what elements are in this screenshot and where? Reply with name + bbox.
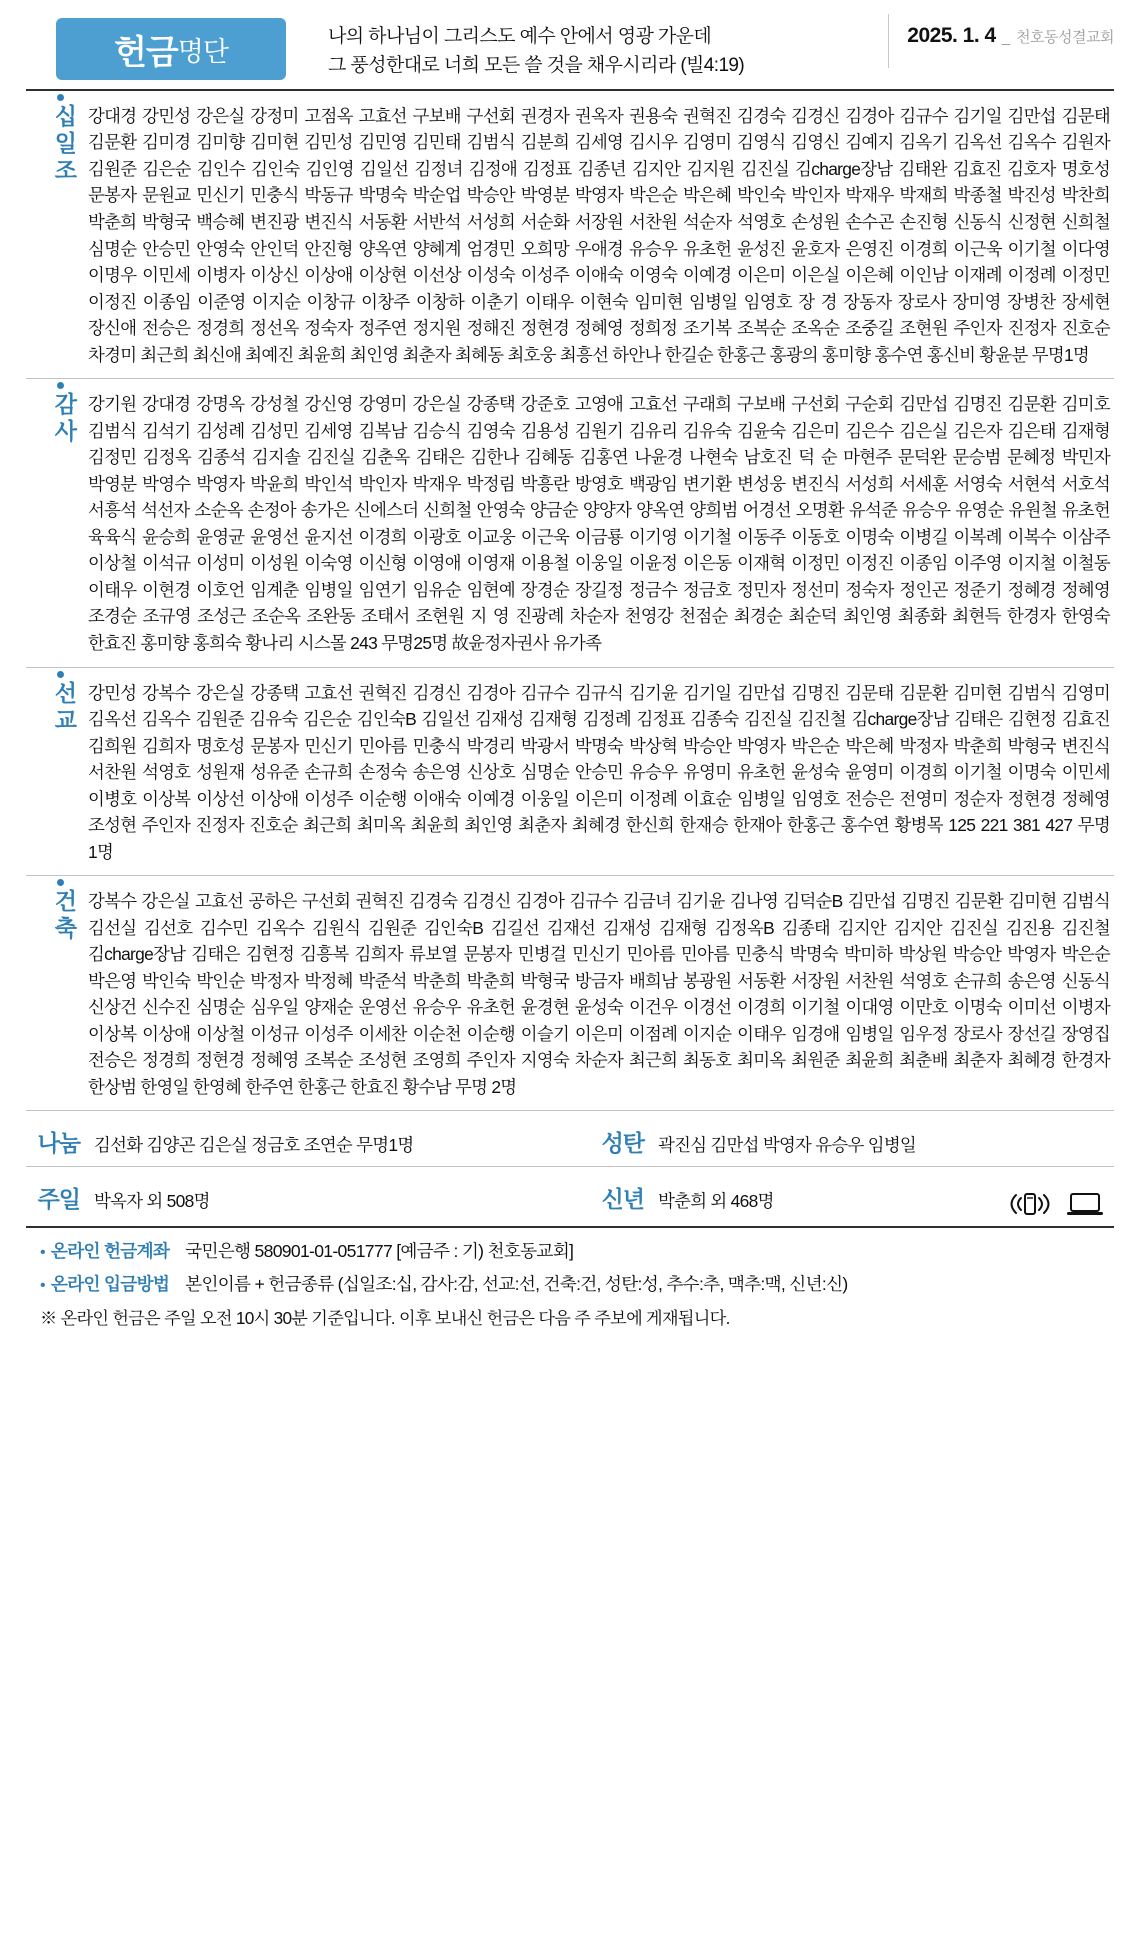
laptop-icon xyxy=(1066,1190,1104,1223)
section-divider xyxy=(26,1110,1114,1111)
section-label-mission xyxy=(26,680,88,734)
bullet-dot-icon xyxy=(57,382,64,389)
section-label-tithe xyxy=(26,103,88,184)
name-list-thanksgiving: 강기원 강대경 강명옥 강성철 강신영 강영미 강은실 강종택 강준호 고영애 고효선 구래희 구보배 구선회 구순회 김만섭 김명진 김문환 김미호 김범식 김석기 김성례 김성민 김세영 김복남 김승식 김영숙 김용성 김원기 김유리 김유숙 김윤숙 김은미 김은수 김은실 김은자 김은태 김재형 김정민 김정옥 김종석 김지솔 김진실 김춘옥 김태은 김한나 김혜동 김홍연 나윤경 나현숙 남호진 덕 순 마현주 문덕완 문승범 문혜정 박민자 박영분 박영수 박영자 박윤희 박인석 박인자 박재우 박정림 박흥란 방영호 백광임 변기환 변성웅 변진식 서성희 서세훈 서영숙 서현석 서호석 서흥석 석선자 소순옥 손정아 송가은 신에스더 신희철 안영숙 양금순 양양자 양옥연 양희범 어경선 오명환 유석준 유승우 유영순 유원철 유초헌 육육식 윤승희 윤영균 윤영선 윤지선 이경희 이광호 이교웅 이근욱 이금룡 이기영 이기철 이동주 이동호 이명숙 이병길 이복례 이복수 이삼주 이상철 이석규 이성미 이성원 이숙영 이신형 이영애 이영재 이용철 이웅일 이윤정 이은동 이재혁 이정민 이정진 이종임 이주영 이지철 이철동 이태우 이현경 이호언 임계춘 임병일 임연기 임유순 임현예 장경순 장길정 정금수 정금호 정민자 정선미 정숙자 정인곤 정준기 정혜경 정혜영 조경순 조규영 조성근 조순옥 조완동 조태서 조현원 지 영 진광례 차순자 천영강 천점순 최경순 최순덕 최인영 최종화 최현득 한경자 한영숙 한효진 홍미향 홍희숙 황나리 시스몰 243 무명25명 故윤정자권사 유가족 xyxy=(88,394,1110,653)
name-list-building: 강복수 강은실 고효선 공하은 구선회 권혁진 김경숙 김경신 김경아 김규수 김금녀 김기윤 김나영 김덕순B 김만섭 김명진 김문환 김미현 김범식 김선실 김선호 김수민 김옥수 김원식 김원준 김인숙B 김길선 김재선 김재성 김재형 김정옥B 김종태 김지안 김지안 김진실 김진용 김진철 김charge장남 김태은 김현정 김흥복 김희자 류보열 문봉자 민병걸 민신기 민아름 민아름 민충식 박명숙 박미하 박상원 박승안 박영자 박은순 박은영 박인숙 박인순 박정자 박정혜 박준석 박춘희 박춘희 박형국 방금자 배희남 봉광원 서동환 서장원 서찬원 석영호 손규희 송은영 신동식 신상건 신수진 심명순 심우일 양재순 운영선 유승우 유초헌 윤경현 윤성숙 이건우 이경선 이경희 이기철 이대영 이만호 이명숙 이미선 이병자 이상복 이상애 이상철 이성규 이성주 이세찬 이순천 이순행 이슬기 이은미 이점례 이지순 이태우 임경애 임병일 임우정 장로사 장선길 장영집 전승은 정경희 정현경 정혜영 조복순 조성현 조영희 주인자 지영숙 차순자 최근희 최동호 최미옥 최원준 최윤희 최춘배 최춘자 최혜경 한경자 한상범 한영일 한영혜 한주연 한홍근 한효진 황수남 무명 2명 xyxy=(88,891,1110,1097)
section-label-line: 십 xyxy=(54,102,76,129)
bullet-icon: • xyxy=(40,1277,45,1295)
section-thanksgiving xyxy=(26,389,1114,664)
section-mission xyxy=(26,678,1114,874)
row-christmas xyxy=(550,1125,1114,1158)
footer-account-line xyxy=(26,1238,1114,1263)
header-meta xyxy=(888,14,1114,68)
label-sharing: 나눔 xyxy=(37,1130,80,1157)
header-divider xyxy=(26,89,1114,91)
verse-line-2: 그 풍성한대로 너희 모든 쓸 것을 채우시리라 (빌4:19) xyxy=(328,55,745,77)
bullet-dot-icon xyxy=(57,879,64,886)
name-list-tithe: 강대경 강민성 강은실 강정미 고점옥 고효선 구보배 구선회 권경자 권옥자 권용숙 권혁진 김경숙 김경신 김경아 김규수 김기일 김만섭 김문태 김문환 김미경 김미향 김미현 김민성 김민영 김민태 김범식 김분희 김세영 김시우 김영미 김영식 김영신 김예지 김옥기 김옥선 김옥수 김원자 김원준 김은순 김인수 김인숙 김인영 김일선 김정녀 김정애 김정표 김종년 김지안 김지원 김진실 김charge장남 김태완 김효진 김호자 명호성 문봉자 문원교 민신기 민충식 박동규 박명숙 박순업 박승안 박영분 박영자 박은순 박은혜 박인숙 박인자 박재우 박재희 박종철 박진성 박찬희 박춘희 박형국 백승혜 변진광 변진식 서동환 서반석 서성희 서순화 서장원 서찬원 석순자 석영호 손성원 손수곤 손진형 신동식 신정현 신희철 심명순 안승민 안영숙 안인덕 안진형 양옥연 양혜계 엄경민 오희망 우애경 유승우 유초헌 윤성진 윤호자 은영진 이경희 이근욱 이기철 이다영 이명우 이민세 이병자 이상신 이상애 이상현 이선상 이성숙 이성주 이애숙 이영숙 이예경 이은미 이은실 이은혜 이인남 이재례 이정례 이정민 이정진 이종임 이준영 이지순 이창규 이창주 이창하 이춘기 이태우 이현숙 임미현 임병일 임영호 장 경 장동자 장로사 장미영 장병찬 장세현 장신애 전승은 정경희 정선옥 정숙자 정주연 정지원 정해진 정현경 정혜영 정희정 조기복 조복순 조옥순 조중길 조현원 주인자 진정자 진호순 차경미 최근희 최신애 최예진 최윤희 최인영 최춘자 최혜동 최호웅 최흥선 하안나 한길순 한홍근 홍광의 홍미향 홍수연 홍신비 황윤분 무명1명 xyxy=(88,105,1110,365)
issue-date: 2025. 1. 4 xyxy=(907,24,996,47)
label-sunday: 주일 xyxy=(37,1186,80,1213)
section-building xyxy=(26,886,1114,1108)
page-title-sub: 명단 xyxy=(177,36,228,67)
section-label-line: 조 xyxy=(54,157,76,184)
section-divider xyxy=(26,378,1114,379)
footer-method-label: 온라인 입금방법 xyxy=(50,1274,170,1295)
page-header xyxy=(26,14,1114,89)
footer-icons xyxy=(1010,1190,1104,1223)
footer-divider xyxy=(26,1226,1114,1228)
section-label-line: 건 xyxy=(54,888,76,915)
section-tithe xyxy=(26,101,1114,376)
name-list-mission: 강민성 강복수 강은실 강종택 고효선 권혁진 김경신 김경아 김규수 김규식 김기윤 김기일 김만섭 김명진 김문태 김문환 김미현 김범식 김영미 김옥선 김옥수 김원준 김유숙 김은순 김인숙B 김일선 김재성 김재형 김정례 김정표 김종숙 김진실 김진철 김charge장남 김태은 김현정 김효진 김희원 김희자 명호성 문봉자 민신기 민아름 민충식 박경리 박광서 박명숙 박상혁 박승안 박영자 박은순 박은혜 박정자 박춘희 박형국 변진식 서찬원 석영호 성원재 성유준 손규희 손정숙 송은영 신상호 심명순 안승민 유승우 유영미 유초헌 윤성숙 윤영미 이경희 이기철 이명숙 이민세 이병호 이상복 이상선 이상애 이성주 이순행 이애숙 이예경 이웅일 이은미 이정례 이효순 임병일 임영호 전승은 전영미 정순자 정현경 정혜영 조성현 주인자 진정자 진호순 최근희 최미옥 최윤희 최인영 최춘자 최혜경 한신희 한재승 한재아 한홍근 홍수연 황병목 125 221 381 427 무명 1명 xyxy=(88,682,1110,862)
verse-line-1: 나의 하나님이 그리스도 예수 안에서 영광 가운데 xyxy=(328,26,712,47)
church-name: 천호동성결교회 xyxy=(1016,29,1114,46)
bullet-dot-icon xyxy=(57,94,64,101)
label-newyear: 신년 xyxy=(601,1186,644,1213)
value-christmas: 곽진심 김만섭 박영자 유승우 임병일 xyxy=(658,1135,917,1156)
footer-account-label: 온라인 헌금계좌 xyxy=(50,1241,170,1262)
label-christmas: 성탄 xyxy=(601,1130,644,1157)
value-newyear: 박춘희 외 468명 xyxy=(658,1191,774,1212)
footer-method-value: 본인이름 + 헌금종류 (십일조:십, 감사:감, 선교:선, 건축:건, 성탄:성, 추수:추, 맥추:맥, 신년:신) xyxy=(185,1274,848,1295)
page-title-badge xyxy=(56,18,286,80)
short-row-sharing-christmas xyxy=(26,1121,1114,1164)
short-row-sunday-newyear xyxy=(26,1177,1114,1220)
page-title-main: 헌금 xyxy=(114,33,178,72)
bible-verse xyxy=(328,22,888,81)
section-label-building xyxy=(26,888,88,942)
section-label-line: 일 xyxy=(54,130,76,156)
footer-method-line xyxy=(26,1271,1114,1296)
value-sharing: 김선화 김양곤 김은실 정금호 조연순 무명1명 xyxy=(94,1135,414,1156)
mobile-signal-icon xyxy=(1010,1190,1050,1223)
row-sunday xyxy=(26,1181,550,1214)
meta-dash: _ xyxy=(1001,29,1011,46)
section-divider xyxy=(26,875,1114,876)
section-label-line: 축 xyxy=(54,915,76,942)
value-sunday: 박옥자 외 508명 xyxy=(94,1191,210,1212)
section-label-line: 교 xyxy=(54,706,76,733)
section-divider xyxy=(26,667,1114,668)
bullet-icon: • xyxy=(40,1244,45,1262)
section-label-line: 사 xyxy=(54,418,76,445)
row-sharing xyxy=(26,1125,550,1158)
section-divider xyxy=(26,1166,1114,1167)
section-label-line: 선 xyxy=(54,679,76,706)
section-label-thanksgiving xyxy=(26,391,88,445)
bullet-dot-icon xyxy=(57,671,64,678)
page-footer xyxy=(26,1226,1114,1329)
section-label-line: 감 xyxy=(54,391,76,418)
footer-account-value: 국민은행 580901-01-051777 [예금주 : 기) 천호동교회] xyxy=(185,1241,574,1262)
footer-note: ※ 온라인 헌금은 주일 오전 10시 30분 기준입니다. 이후 보내신 헌금은 다음 주 주보에 게재됩니다. xyxy=(40,1308,730,1329)
